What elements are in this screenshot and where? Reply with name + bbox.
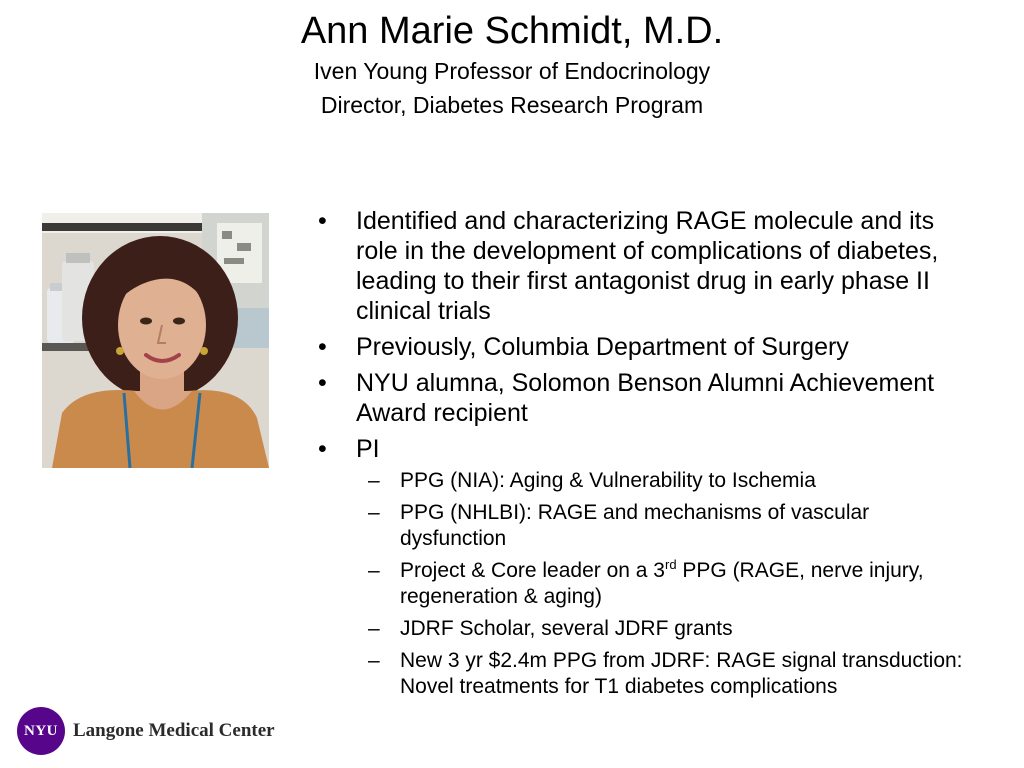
title-block	[0, 8, 1024, 122]
bullet-glyph: •	[318, 207, 327, 235]
sub-item-text-post: PPG (RAGE, nerve injury, regeneration & aging)	[400, 559, 924, 608]
dash-glyph: –	[368, 617, 380, 640]
dash-glyph: –	[368, 469, 380, 492]
sub-item-text-pre: Project & Core leader on a 3	[400, 559, 665, 582]
sub-list-item	[356, 558, 974, 610]
sub-item-text: New 3 yr $2.4m PPG from JDRF: RAGE signal transduction: Novel treatments for T1 diabetes complications	[400, 649, 963, 698]
slide-title: Ann Marie Schmidt, M.D.	[300, 10, 724, 52]
bullet-text: Identified and characterizing RAGE molecule and its role in the development of complications of diabetes, leading to their first antagonist drug in early phase II clinical trials	[356, 207, 939, 325]
dash-glyph: –	[368, 501, 380, 524]
dash-glyph: –	[368, 649, 380, 672]
bullet-glyph: •	[318, 435, 327, 463]
list-item	[314, 206, 974, 326]
bullet-text: Previously, Columbia Department of Surgery	[356, 333, 849, 361]
list-item	[314, 332, 974, 362]
sub-item-text: PPG (NIA): Aging & Vulnerability to Ischemia	[400, 469, 816, 492]
bullet-glyph: •	[318, 333, 327, 361]
list-item	[314, 434, 974, 700]
sub-list-item	[356, 616, 974, 642]
sub-list-item	[356, 468, 974, 494]
dash-glyph: –	[368, 559, 380, 582]
sub-list-item	[356, 500, 974, 552]
pi-sublist	[356, 468, 974, 700]
sub-item-text: PPG (NHLBI): RAGE and mechanisms of vascular dysfunction	[400, 501, 870, 550]
bullet-text: PI	[356, 435, 380, 463]
subtitle-line-2: Director, Diabetes Research Program	[320, 92, 704, 118]
bullet-text: NYU alumna, Solomon Benson Alumni Achievement Award recipient	[356, 369, 935, 427]
portrait-photo	[42, 213, 269, 468]
nyu-langone-logo	[17, 707, 275, 755]
portrait-illustration	[42, 213, 269, 468]
sub-item-text: JDRF Scholar, several JDRF grants	[400, 617, 733, 640]
nyu-logo-mark: NYU	[17, 707, 65, 755]
sub-list-item	[356, 648, 974, 700]
bullet-list	[314, 206, 974, 700]
bullet-content	[314, 206, 974, 706]
bullet-glyph: •	[318, 369, 327, 397]
logo-name: Langone Medical Center	[73, 720, 275, 741]
list-item	[314, 368, 974, 428]
subtitle-line-1: Iven Young Professor of Endocrinology	[313, 58, 711, 84]
superscript-rd: rd	[664, 557, 677, 572]
